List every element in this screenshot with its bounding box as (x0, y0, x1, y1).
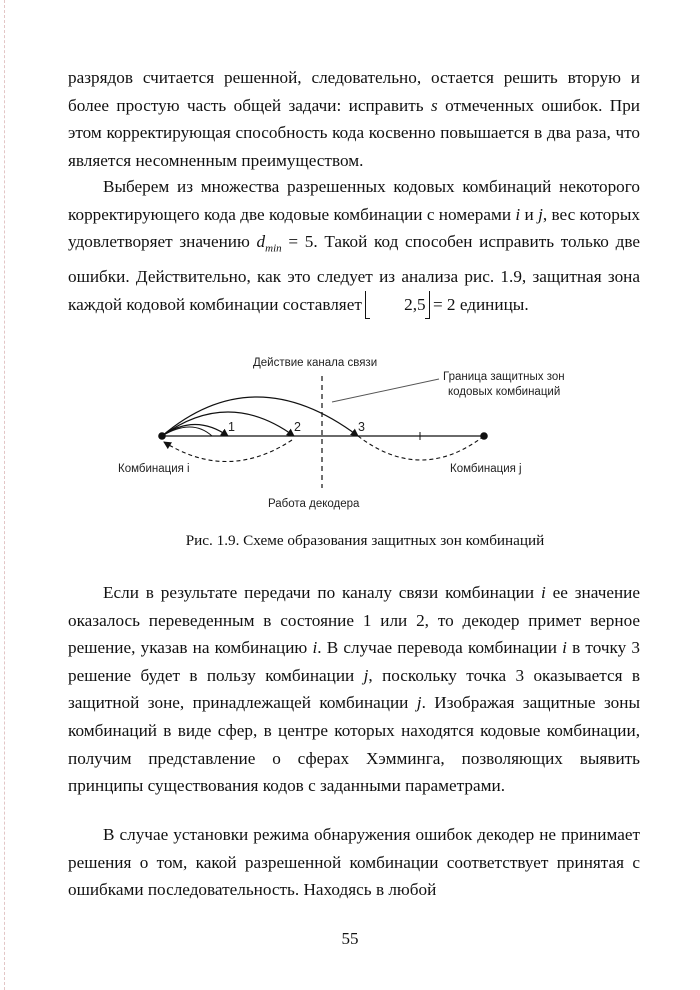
label-decoder-work: Работа декодера (268, 498, 360, 510)
arc-to-point-3 (162, 397, 358, 436)
p3-text-e: , поскольку точка 3 оказывается в защитной зоне, принадлежащей комбинации (68, 665, 640, 713)
p1-text-b: отмеченных ошибок. При этом корректирующая способность кода косвенно повышается в два раза, что является несомненным преимуществом. (68, 95, 641, 170)
var-i-3: i (562, 638, 567, 658)
label-combination-j: Комбинация j (450, 463, 522, 475)
point-2-label: 2 (294, 420, 301, 434)
p2-text-d: . Такой код способен исправить только две ошибки. Действительно, как это следует из анализа рис. 1.9, защитная зона каждой кодовой комбинации составляет (68, 232, 640, 314)
decoder-return-arc (164, 440, 292, 462)
figure-caption: Рис. 1.9. Схеме образования защитных зон комбинаций (185, 532, 545, 549)
paragraph-3 (68, 579, 640, 800)
page-number: 55 (341, 929, 359, 948)
p3-text-c: . В случае перевода комбинации (317, 638, 563, 658)
paragraph-2 (68, 173, 640, 318)
p2-text-c: , вес которых удовлетворяет значению (68, 204, 640, 252)
paragraph-1 (68, 64, 640, 174)
floor-result: = 2 (428, 294, 456, 314)
arc-to-point-1 (162, 425, 228, 437)
var-i-2: i (312, 638, 318, 658)
decoder-arc-to-j (358, 436, 484, 460)
dmin-equation: = 5 (281, 232, 314, 252)
var-s: s (431, 95, 438, 115)
var-i: i (515, 204, 521, 224)
p3-text-a: Если в результате передачи по каналу связи комбинации (103, 583, 541, 602)
p2-text-a: Выберем из множества разрешенных кодовых комбинаций некоторого корректирующего кода две кодовые комбинации с номерами (68, 177, 640, 224)
boundary-pointer-line (332, 379, 439, 402)
p2-text-b: и (520, 204, 539, 224)
label-boundary-line1: Граница защитных зон (443, 371, 565, 383)
p3-text-d: в точку 3 решение будет в пользу комбинации (68, 638, 640, 685)
p2-text-e: единицы. (455, 294, 529, 314)
dmin-symbol: d (256, 232, 266, 252)
p1-text-a: разрядов считается решенной, следовательно, остается решить вторую и более простую часть общей задачи: исправить (68, 68, 640, 115)
var-j: j (538, 204, 543, 224)
floor-expression: 2,5 (366, 291, 428, 319)
label-channel-action: Действие канала связи (253, 357, 378, 369)
label-boundary-line2: кодовых комбинаций (448, 386, 561, 398)
page-edge-dashes (4, 0, 5, 990)
var-i-1: i (540, 583, 546, 602)
label-combination-i: Комбинация i (118, 463, 190, 475)
point-3-label: 3 (358, 420, 365, 434)
dmin-subscript: min (265, 242, 282, 255)
var-j-2: j (416, 693, 422, 713)
paragraph-4: В случае установки режима обнаружения ошибок декодер не принимает решения о том, какой разрешенной комбинации соответствует принятая с ошибками последовательность. Находясь в любой (68, 825, 640, 900)
p3-text-b: ее значение оказалось переведенным в состояние 1 или 2, то декодер примет верное решение, указав на комбинацию (68, 583, 640, 658)
figure-protective-zones (100, 350, 620, 525)
p3-text-f: . Изображая защитные зоны комбинаций в виде сфер, в центре которых находятся кодовые комбинации, получим представление о сферах Хэмминга, позволяющих выявить принципы существования кодов с заданными параметрами. (68, 693, 640, 796)
point-1-label: 1 (228, 420, 235, 434)
var-j-1: j (363, 665, 369, 685)
